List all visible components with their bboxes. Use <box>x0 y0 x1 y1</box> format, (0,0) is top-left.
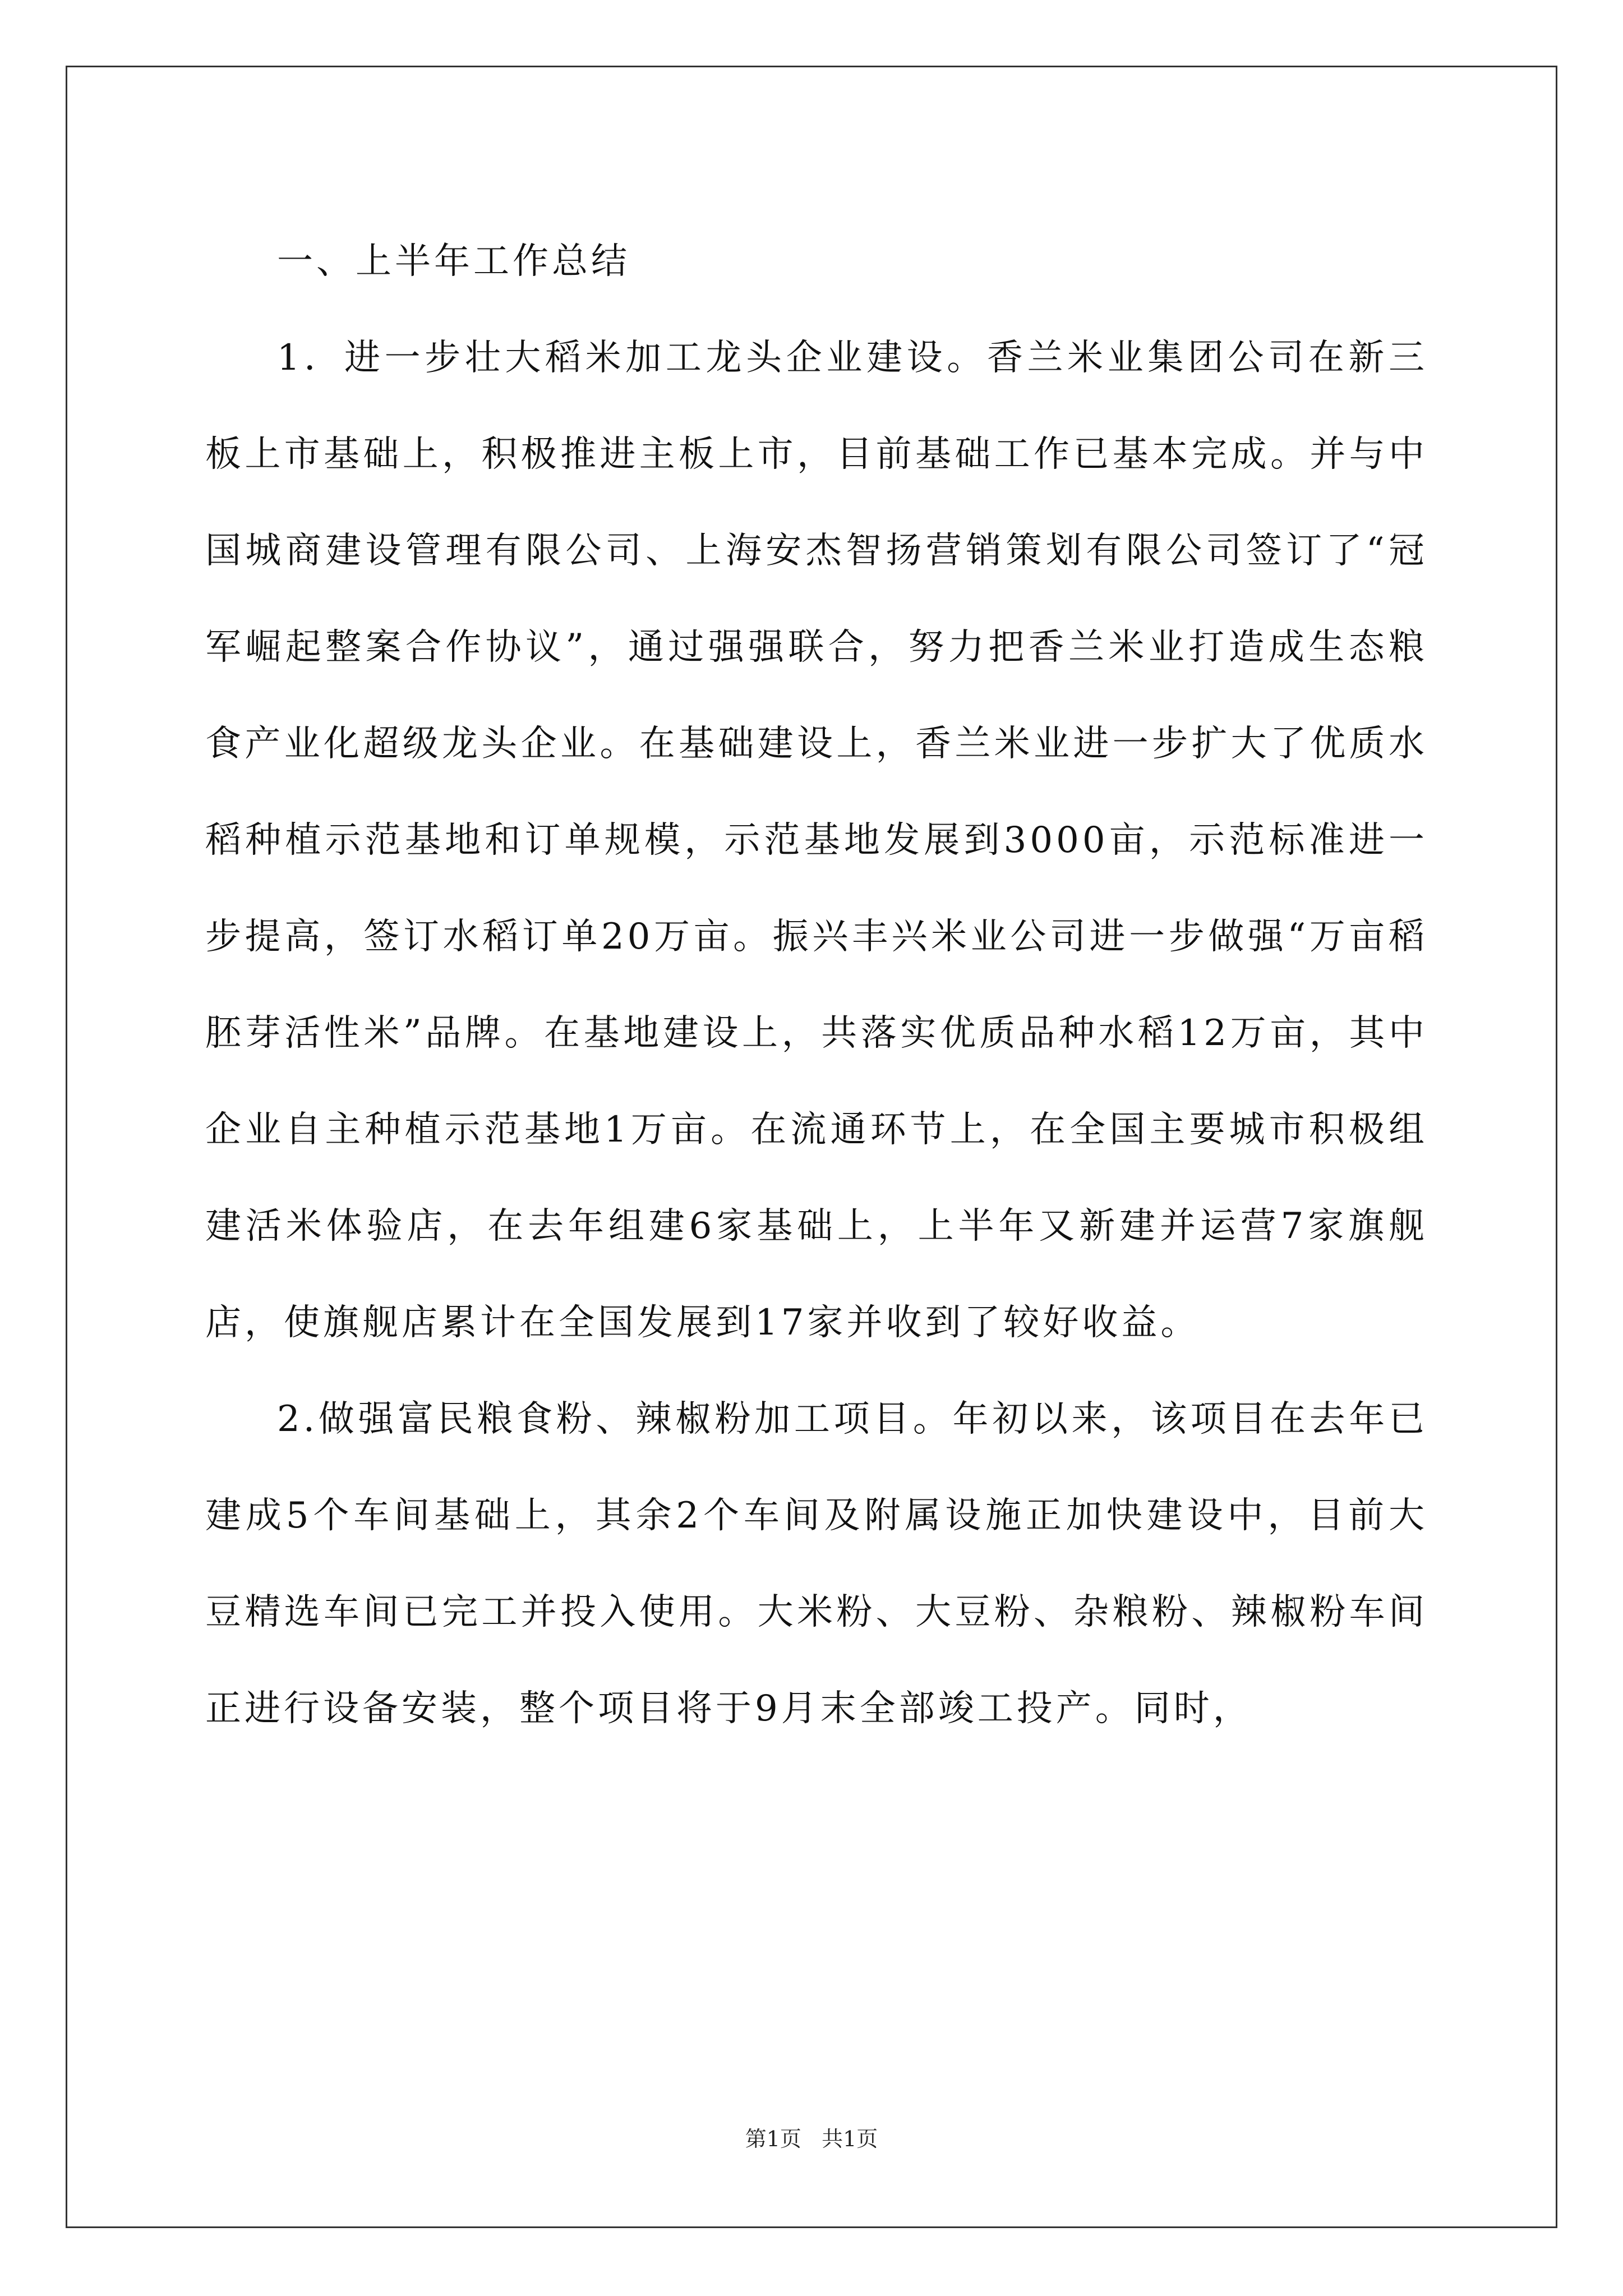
section-heading: 一、上半年工作总结 <box>277 241 630 282</box>
paragraph-1: 1．进一步壮大稻米加工龙头企业建设。香兰米业集团公司在新三板上市基础上，积极推进主板上市，目前基础工作已基本完成。并与中国城商建设管理有限公司、上海安杰智扬营销策划有限公司签订了“冠军崛起整案合作协议”，通过强强联合，努力把香兰米业打造成生态粮食产业化超级龙头企业。在基础建设上，香兰米业进一步扩大了优质水稻种植示范基地和订单规模，示范基地发展到3000亩，示范标准进一步提高，签订水稻订单20万亩。振兴丰兴米业公司进一步做强“万亩稻胚芽活性米”品牌。在基地建设上，共落实优质品种水稻12万亩，其中企业自主种植示范基地1万亩。在流通环节上，在全国主要城市积极组建活米体验店，在去年组建6家基础上，上半年又新建并运营7家旗舰店，使旗舰店累计在全国发展到17家并收到了较好收益。 <box>205 337 1428 1343</box>
page-number-footer: 第1页 共1页 <box>745 2127 878 2151</box>
paragraph-2: 2.做强富民粮食粉、辣椒粉加工项目。年初以来，该项目在去年已建成5个车间基础上，其余2个车间及附属设施正加快建设中，目前大豆精选车间已完工并投入使用。大米粉、大豆粉、杂粮粉、辣椒粉车间正进行设备安装，整个项目将于9月末全部竣工投产。同时， <box>205 1398 1428 1729</box>
document-body <box>205 213 1428 1757</box>
